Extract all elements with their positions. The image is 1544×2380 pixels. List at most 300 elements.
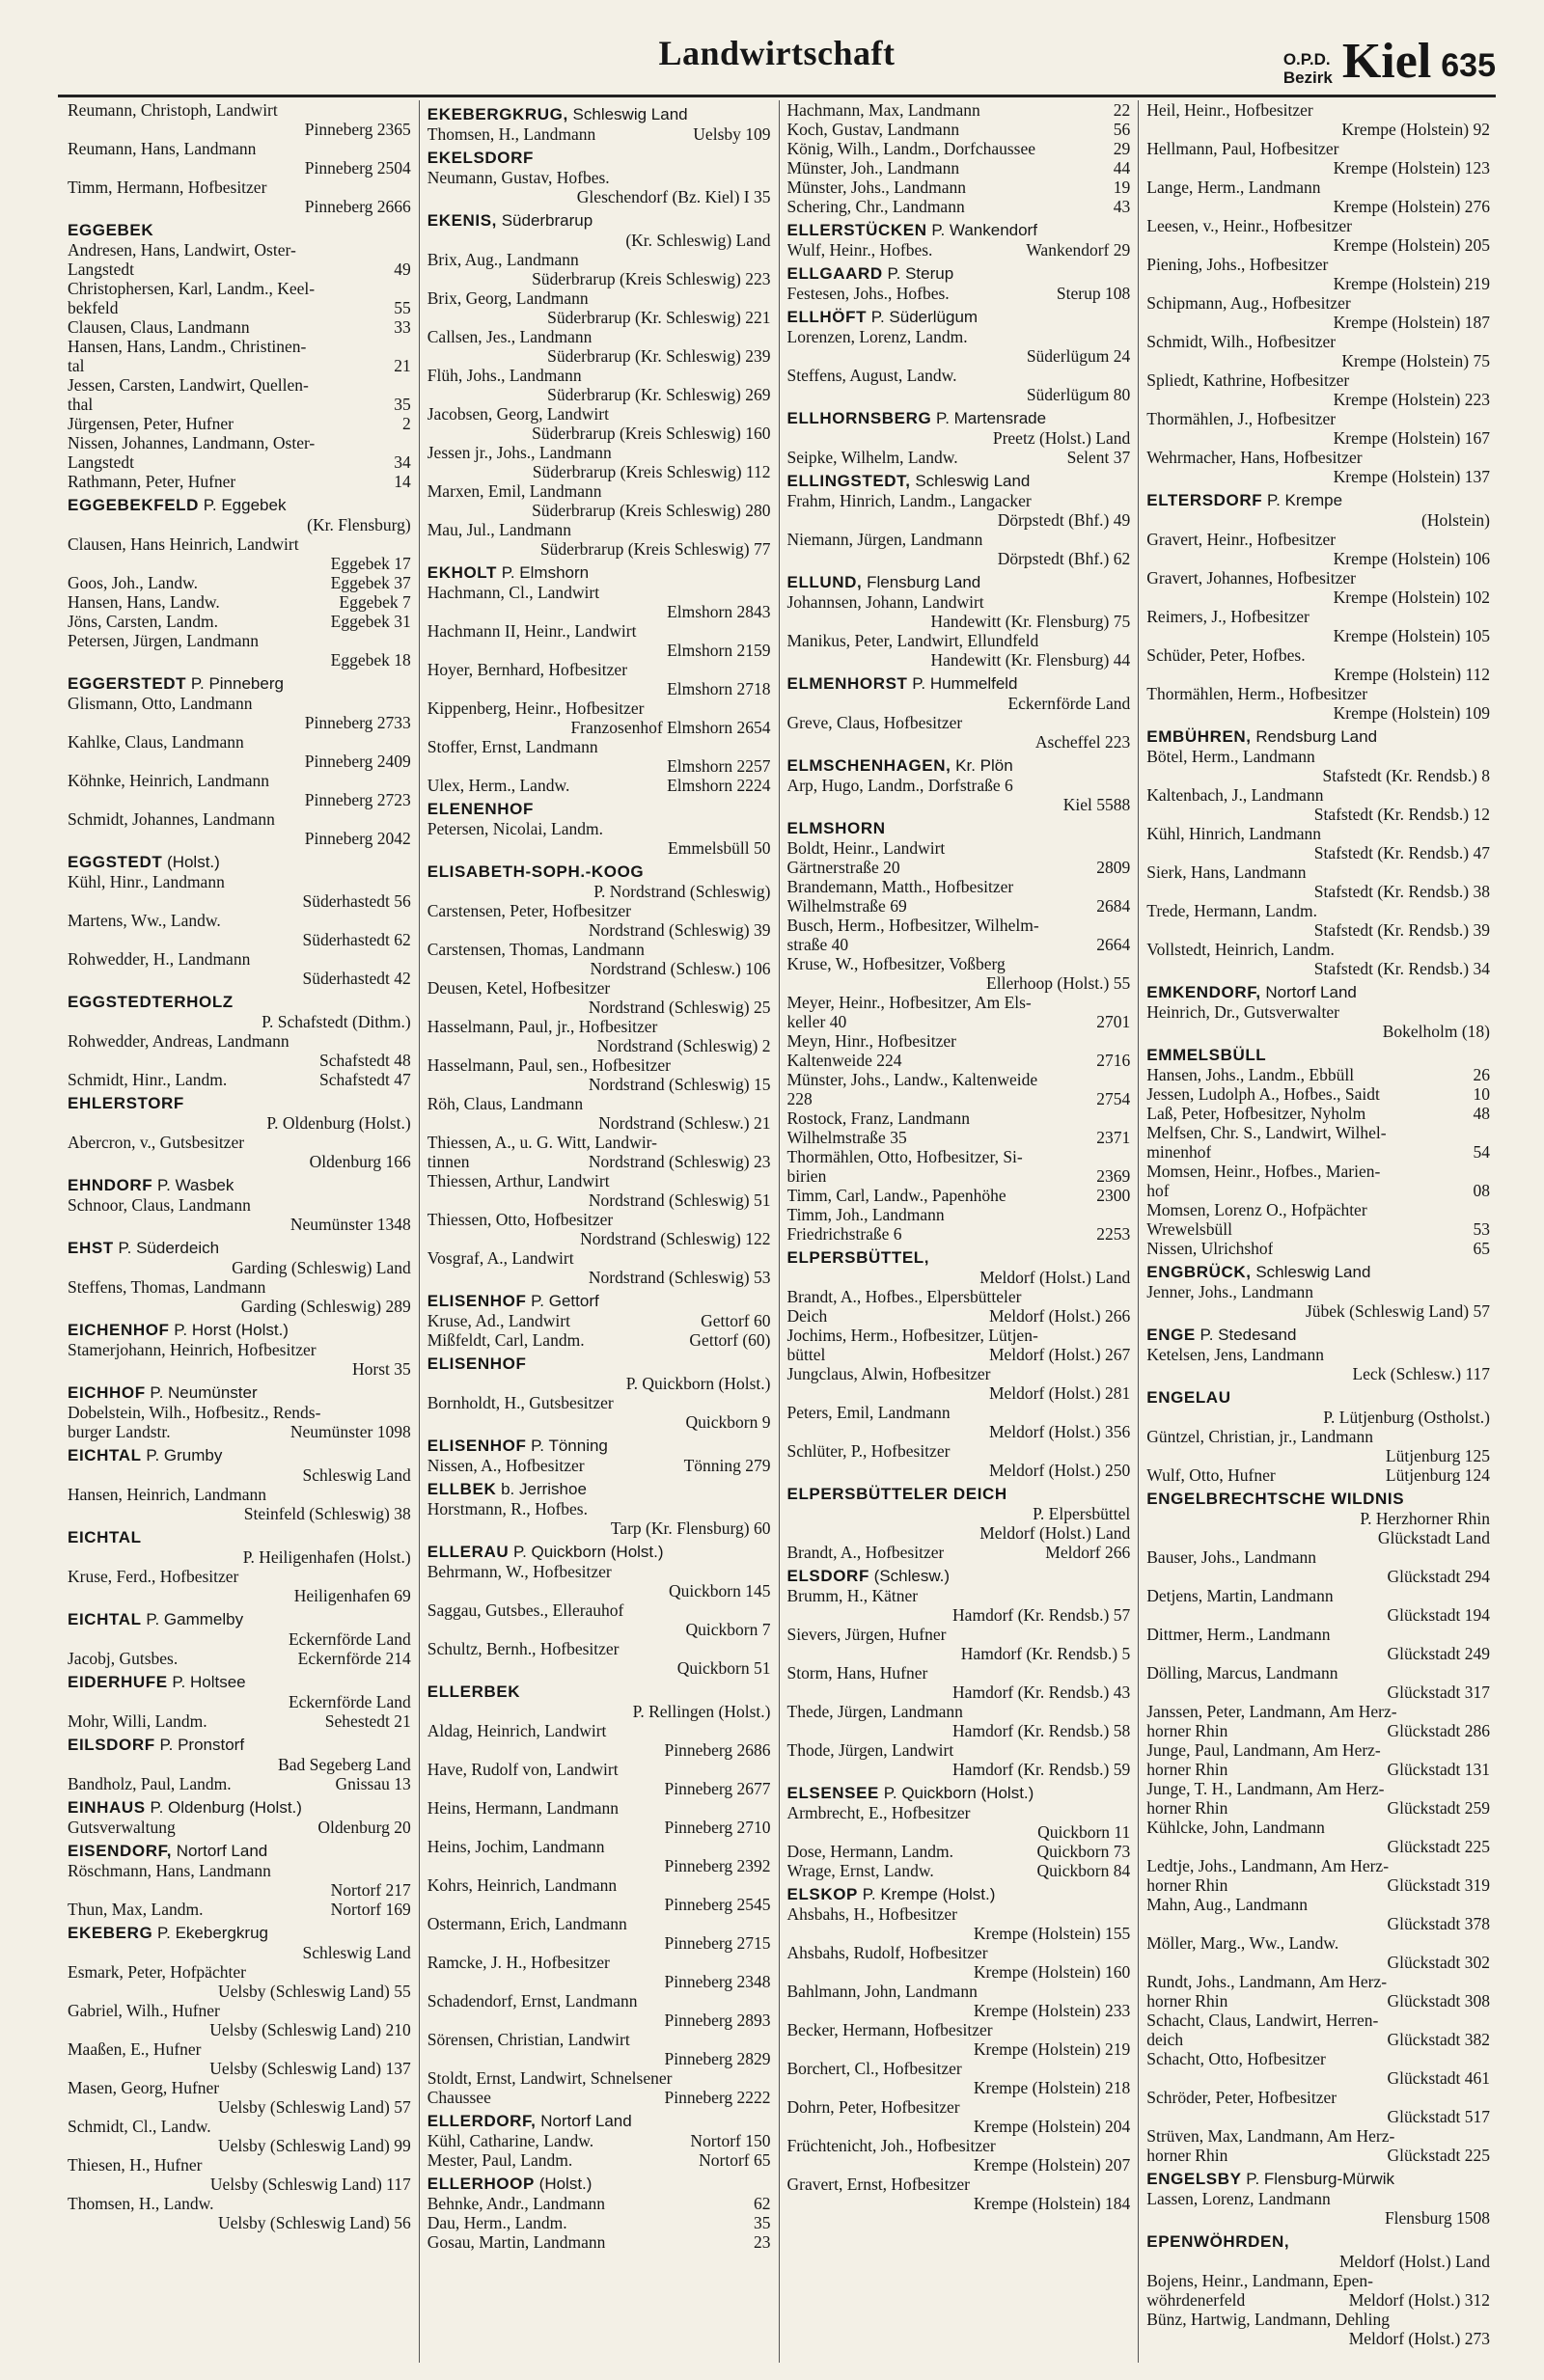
place-heading — [427, 1682, 771, 1702]
entry-location: Süderbrarup (Kr. Schleswig) 239 — [547, 346, 771, 366]
entry-name: Schmidt, Wilh., Hofbesitzer — [1146, 332, 1337, 351]
entry-name: Dohrn, Peter, Hofbesitzer — [786, 2097, 960, 2117]
entry-location: Horst 35 — [351, 1359, 411, 1379]
place-name: ELMSHORN — [786, 819, 886, 837]
place-post-info: P. Pinneberg — [186, 674, 284, 693]
directory-entry — [68, 1962, 411, 2001]
entry-name: Thomsen, H., Landmann — [427, 124, 596, 144]
directory-entry — [787, 530, 1131, 568]
entry-location: Handewitt (Kr. Flensburg) 75 — [930, 612, 1131, 631]
place-heading — [427, 1436, 771, 1456]
entry-name: Hansen, Johs., Landm., Ebbüll — [1146, 1065, 1355, 1084]
entry-line — [427, 776, 771, 795]
entry-name: Spliedt, Kathrine, Hofbesitzer — [1146, 370, 1350, 390]
directory-entry — [1146, 1282, 1490, 1321]
directory-entry — [787, 120, 1131, 139]
entry-location: Dörpstedt (Bhf.) 49 — [997, 510, 1131, 530]
directory-entry — [427, 2068, 771, 2107]
entry-line — [68, 1774, 411, 1793]
entry-name: Mester, Paul, Landm. — [427, 2150, 573, 2170]
place-heading — [787, 819, 1131, 838]
entry-name: Dose, Hermann, Landm. — [786, 1842, 954, 1861]
place-heading — [427, 2112, 771, 2131]
directory-entry — [68, 414, 411, 433]
place-post-info: P. Neumünster — [145, 1383, 258, 1402]
entry-name: Abercron, v., Gutsbesitzer — [68, 1133, 245, 1152]
entry-name: Schultz, Bernh., Hofbesitzer — [427, 1639, 620, 1658]
entry-location: Krempe (Holstein) 167 — [1333, 428, 1490, 448]
opd-line-2: Bezirk — [1282, 68, 1333, 87]
entry-name: Hachmann, Cl., Landwirt — [427, 583, 600, 602]
entry-name: Hellmann, Paul, Hofbesitzer — [1146, 139, 1339, 158]
page-header — [58, 29, 1496, 89]
entry-name: Bötel, Herm., Landmann — [1146, 747, 1315, 766]
directory-entry — [427, 1094, 771, 1133]
entry-name: Greve, Claus, Hofbesitzer — [786, 713, 963, 732]
entry-name: Schmidt, Cl., Landw. — [68, 2117, 211, 2136]
entry-phone: 2253 — [1096, 1224, 1131, 1244]
entry-line — [787, 1861, 1131, 1880]
entry-location: Pinneberg 2504 — [304, 158, 411, 178]
place-post-info: Schleswig Land — [567, 105, 688, 123]
entry-name: Röschmann, Hans, Landmann — [68, 1861, 271, 1880]
directory-entry — [68, 317, 411, 337]
entry-name: Brix, Georg, Landmann — [427, 288, 589, 308]
entry-name: Schacht, Otto, Hofbesitzer — [1146, 2049, 1326, 2068]
entry-name-cont: Langstedt — [68, 452, 135, 472]
place-heading — [787, 472, 1131, 491]
place-name: EGGERSTEDT — [68, 674, 187, 693]
place-post-info: Nortorf Land — [536, 2112, 632, 2130]
entry-location: Krempe (Holstein) 184 — [973, 2194, 1131, 2213]
entry-location: Meldorf (Holst.) Land — [979, 1523, 1131, 1543]
directory-entry — [787, 1441, 1131, 1480]
place-heading — [427, 1480, 771, 1499]
directory-entry — [787, 1108, 1131, 1147]
entry-phone: Eggebek 37 — [330, 573, 411, 592]
place-name: EGGSTEDTERHOLZ — [68, 993, 234, 1011]
entry-location: Nordstrand (Schleswig) 15 — [588, 1075, 771, 1094]
place-heading — [427, 862, 771, 882]
directory-entry — [787, 2059, 1131, 2097]
entry-location: Uelsby (Schleswig Land) 99 — [217, 2136, 411, 2155]
entry-phone: Meldorf (Holst.) 312 — [1348, 2290, 1490, 2310]
directory-entry — [787, 954, 1131, 993]
entry-location: Quickborn 51 — [676, 1658, 771, 1678]
directory-entry — [1146, 1779, 1490, 1818]
directory-entry — [68, 694, 411, 732]
entry-name: Jessen, Ludolph A., Hofbes., Saidt — [1146, 1084, 1380, 1104]
entry-phone: Nordstrand (Schleswig) 23 — [588, 1152, 771, 1171]
entry-location: Krempe (Holstein) 219 — [973, 2039, 1131, 2059]
directory-entry — [68, 732, 411, 771]
entry-name: Brandt, A., Hofbes., Elpersbütteler — [786, 1287, 1022, 1306]
entry-location: Krempe (Holstein) 123 — [1333, 158, 1490, 178]
directory-entry — [1146, 1856, 1490, 1895]
entry-line-2 — [68, 260, 411, 279]
directory-entry — [1146, 1528, 1490, 1547]
entry-phone: 2809 — [1096, 858, 1131, 877]
directory-entry — [427, 1953, 771, 1991]
entry-line-2 — [1146, 1798, 1490, 1818]
entry-name: Marxen, Emil, Landmann — [427, 481, 602, 501]
entry-location: Nortorf 217 — [330, 1880, 411, 1900]
entry-name: Christophersen, Karl, Landm., Keel- — [68, 279, 316, 298]
entry-name: Janssen, Peter, Landmann, Am Herz- — [1146, 1702, 1397, 1721]
directory-entry — [1146, 100, 1490, 139]
directory-entry — [1146, 1972, 1490, 2011]
directory-entry — [1146, 1740, 1490, 1779]
entry-phone: 21 — [394, 356, 411, 375]
place-heading — [787, 1567, 1131, 1586]
entry-line-2 — [787, 1345, 1131, 1364]
directory-entry — [787, 2136, 1131, 2175]
entry-phone: 10 — [1473, 1084, 1490, 1104]
place-name: ENGELSBY — [1146, 2170, 1242, 2188]
entry-line — [787, 178, 1131, 197]
entry-name: Esmark, Peter, Hofpächter — [68, 1962, 246, 1982]
directory-entry — [427, 1311, 771, 1330]
place-heading — [787, 1485, 1131, 1504]
entry-name: Koch, Gustav, Landmann — [786, 120, 960, 139]
directory-entry — [787, 993, 1131, 1031]
place-name: ELMSCHENHAGEN, — [786, 756, 951, 775]
place-heading — [68, 1924, 411, 1943]
directory-entry — [427, 1721, 771, 1760]
place-post-info: P. Gammelby — [141, 1610, 244, 1628]
entry-phone: 55 — [394, 298, 411, 317]
place-post-info: P. Oldenburg (Holst.) — [145, 1798, 302, 1817]
entry-name: Röh, Claus, Landmann — [427, 1094, 584, 1113]
opd-line-1: O.P.D. — [1282, 50, 1331, 68]
entry-line-2 — [787, 1166, 1131, 1186]
entry-name: Schlüter, P., Hofbesitzer — [786, 1441, 951, 1461]
place-name: EKHOLT — [427, 563, 497, 582]
place-post-info: P. Horst (Holst.) — [169, 1321, 289, 1339]
directory-entry — [68, 573, 411, 592]
entry-location: Glückstadt 294 — [1387, 1567, 1490, 1586]
place-region: Eckernförde Land — [288, 1629, 411, 1649]
entry-name: Schering, Chr., Landmann — [786, 197, 965, 216]
place-region: (Kr. Flensburg) — [307, 515, 411, 534]
place-heading — [1146, 491, 1490, 510]
directory-entry — [68, 2194, 411, 2232]
directory-entry — [427, 1837, 771, 1875]
entry-line-2 — [1146, 1181, 1490, 1200]
directory-entry — [787, 1186, 1131, 1205]
directory-entry — [1146, 645, 1490, 684]
directory-entry — [1146, 1547, 1490, 1586]
entry-location: Nordstrand (Schleswig) 39 — [588, 920, 771, 940]
entry-line-2 — [1146, 2030, 1490, 2049]
entry-name: Schnoor, Claus, Landmann — [68, 1195, 251, 1215]
entry-line — [787, 100, 1131, 120]
entry-name: Boldt, Heinr., Landwirt — [786, 838, 946, 858]
place-name: ELSENSEE — [786, 1784, 879, 1802]
entry-phone: Neumünster 1098 — [290, 1422, 411, 1441]
directory-entry — [427, 1171, 771, 1210]
entry-line — [68, 573, 411, 592]
entry-phone: 08 — [1473, 1181, 1490, 1200]
directory-entry — [68, 612, 411, 631]
directory-entry — [68, 534, 411, 573]
entry-name-cont: hof — [1146, 1181, 1170, 1200]
directory-entry — [787, 1904, 1131, 1943]
entry-line — [787, 1842, 1131, 1861]
entry-location: Quickborn 145 — [669, 1581, 771, 1600]
entry-name: Münster, Johs., Landw., Kaltenweide — [786, 1070, 1038, 1089]
directory-entry — [1146, 1084, 1490, 1104]
place-post-info: P. Elmshorn — [496, 563, 590, 582]
entry-name: Kühl, Hinrich, Landmann — [1146, 824, 1322, 843]
entry-name: Mohr, Willi, Landm. — [68, 1711, 207, 1731]
entry-phone: 2 — [402, 414, 411, 433]
entry-line — [787, 197, 1131, 216]
place-heading — [68, 1798, 411, 1818]
entry-location: Pinneberg 2723 — [304, 790, 411, 809]
entry-name: Clausen, Claus, Landmann — [68, 317, 250, 337]
entry-name: Schüder, Peter, Hofbes. — [1146, 645, 1306, 665]
entry-location: Quickborn 7 — [685, 1620, 771, 1639]
entry-location: Glückstadt 302 — [1387, 1953, 1490, 1972]
directory-entry — [68, 1031, 411, 1070]
entry-location: Glückstadt Land — [1377, 1528, 1490, 1547]
entry-line — [787, 1186, 1131, 1205]
place-heading — [427, 211, 771, 231]
place-post-info: P. Stedesand — [1195, 1326, 1297, 1344]
entry-name: Glismann, Otto, Landmann — [68, 694, 253, 713]
entry-name: Jungclaus, Alwin, Hofbesitzer — [786, 1364, 991, 1383]
entry-location: Süderbrarup (Kreis Schleswig) 112 — [532, 462, 771, 481]
entry-location: Eggebek 17 — [330, 554, 411, 573]
header-rule — [58, 95, 1496, 97]
directory-entry — [427, 404, 771, 443]
entry-phone: Meldorf 266 — [1045, 1543, 1131, 1562]
entry-line — [427, 2150, 771, 2170]
directory-entry — [787, 877, 1131, 916]
entry-line-2 — [787, 896, 1131, 916]
directory-entry — [427, 1875, 771, 1914]
entry-phone: Glückstadt 286 — [1387, 1721, 1490, 1740]
entry-location: Gleschendorf (Bz. Kiel) I 35 — [576, 187, 771, 206]
entry-line-2 — [68, 452, 411, 472]
entry-phone: Eckernförde 214 — [297, 1649, 411, 1668]
entry-location: Krempe (Holstein) 207 — [973, 2155, 1131, 2175]
directory-entry — [787, 1740, 1131, 1779]
entry-name: Dittmer, Herm., Landmann — [1146, 1625, 1331, 1644]
directory-entry — [1146, 2189, 1490, 2228]
entry-location: Pinneberg 2365 — [304, 120, 411, 139]
directory-entry — [787, 1326, 1131, 1364]
entry-name: Hachmann, Max, Landmann — [786, 100, 980, 120]
entry-location: Quickborn 11 — [1037, 1822, 1131, 1842]
entry-location: Pinneberg 2392 — [664, 1856, 771, 1875]
entry-name: Trede, Hermann, Landm. — [1146, 901, 1317, 920]
entry-name: Gravert, Heinr., Hofbesitzer — [1146, 530, 1337, 549]
place-post-info: Kr. Plön — [951, 756, 1013, 775]
place-heading — [787, 1248, 1131, 1268]
entry-line-2 — [787, 1224, 1131, 1244]
entry-phone: Eggebek 31 — [330, 612, 411, 631]
entry-name-cont: horner Rhin — [1146, 1875, 1228, 1895]
place-region: Eckernförde Land — [288, 1692, 411, 1711]
entry-line — [1146, 1239, 1490, 1258]
opd-label — [1283, 50, 1333, 87]
entry-phone: 54 — [1473, 1142, 1490, 1162]
directory-entry — [1146, 1239, 1490, 1258]
place-name: EKELSDORF — [427, 149, 534, 167]
entry-name-cont: tinnen — [427, 1152, 470, 1171]
directory-entry — [68, 2078, 411, 2117]
entry-location: Garding (Schleswig) 289 — [240, 1297, 411, 1316]
directory-entry — [427, 1017, 771, 1055]
entry-location: Nordstrand (Schleswig) 53 — [588, 1268, 771, 1287]
directory-entry — [1146, 824, 1490, 862]
entry-location: Glückstadt 225 — [1387, 1837, 1490, 1856]
entry-location: Ascheffel 223 — [1034, 732, 1131, 752]
entry-location: Nordstrand (Schleswig) 2 — [596, 1036, 771, 1055]
entry-line — [787, 448, 1131, 467]
directory-entry — [427, 776, 771, 795]
entry-location: Hamdorf (Kr. Rendsb.) 57 — [952, 1605, 1131, 1625]
entry-name: König, Wilh., Landm., Dorfchaussee — [786, 139, 1036, 158]
entry-line — [427, 1311, 771, 1330]
directory-entry — [68, 100, 411, 139]
entry-phone: Gettorf 60 — [701, 1311, 771, 1330]
entry-name: Vollstedt, Heinrich, Landm. — [1146, 940, 1335, 959]
entry-line-2 — [787, 1306, 1131, 1326]
entry-line — [68, 1649, 411, 1668]
entry-location: Pinneberg 2666 — [304, 197, 411, 216]
entry-name: Junge, Paul, Landmann, Am Herz- — [1146, 1740, 1381, 1760]
place-post-info: P. Süderlügum — [867, 308, 979, 326]
place-name: EMMELSBÜLL — [1146, 1046, 1267, 1064]
entry-phone: Glückstadt 225 — [1387, 2146, 1490, 2165]
entry-phone: Oldenburg 20 — [317, 1818, 411, 1837]
place-name: EICHHOF — [68, 1383, 146, 1402]
directory-entry — [787, 592, 1131, 631]
entry-location: Handewitt (Kr. Flensburg) 44 — [930, 650, 1131, 670]
directory-entry — [68, 1774, 411, 1793]
entry-line-2 — [1146, 1142, 1490, 1162]
entry-location: Süderlügum 80 — [1026, 385, 1131, 404]
entry-name: Ramcke, J. H., Hofbesitzer — [427, 1953, 610, 1972]
entry-location: Pinneberg 2686 — [664, 1740, 771, 1760]
entry-location: Stafstedt (Kr. Rendsb.) 39 — [1313, 920, 1490, 940]
entry-name: Horstmann, R., Hofbes. — [427, 1499, 588, 1518]
entry-location: Schafstedt 48 — [318, 1051, 411, 1070]
place-heading — [787, 1784, 1131, 1803]
entry-name: Gutsverwaltung — [68, 1818, 176, 1837]
directory-entry — [1146, 448, 1490, 486]
entry-location: Süderhastedt 62 — [302, 930, 411, 949]
entry-phone: Uelsby 109 — [693, 124, 771, 144]
place-region: P. Oldenburg (Holst.) — [266, 1113, 411, 1133]
entry-location: Süderbrarup (Kreis Schleswig) 223 — [532, 269, 771, 288]
directory-entry — [68, 1711, 411, 1731]
directory-entry — [787, 1803, 1131, 1842]
directory-entry — [787, 1982, 1131, 2020]
entry-location: Krempe (Holstein) 75 — [1341, 351, 1490, 370]
entry-name: Festesen, Johs., Hofbes. — [786, 284, 950, 303]
directory-entry — [427, 1133, 771, 1171]
entry-name: Bandholz, Paul, Landm. — [68, 1774, 232, 1793]
directory-entry — [427, 366, 771, 404]
entry-location: Quickborn 9 — [685, 1412, 771, 1432]
place-heading — [68, 853, 411, 872]
entry-name: Peters, Emil, Landmann — [786, 1403, 951, 1422]
entry-line-2 — [68, 1422, 411, 1441]
entry-name: Bornholdt, H., Gutsbesitzer — [427, 1393, 614, 1412]
entry-location: P. Rellingen (Holst.) — [632, 1702, 771, 1721]
directory-entry — [1146, 1065, 1490, 1084]
entry-name: Andresen, Hans, Landwirt, Oster- — [68, 240, 296, 260]
directory-entry — [1146, 1200, 1490, 1239]
entry-line-2 — [787, 858, 1131, 877]
entry-name: Kruse, Ferd., Hofbesitzer — [68, 1567, 239, 1586]
place-heading — [1146, 1326, 1490, 1345]
place-heading — [68, 221, 411, 240]
entry-name: Armbrecht, E., Hofbesitzer — [786, 1803, 971, 1822]
place-name: ELLERAU — [427, 1543, 510, 1561]
place-name: EILSDORF — [68, 1736, 155, 1754]
entry-name: Thiessen, A., u. G. Witt, Landwir- — [427, 1133, 657, 1152]
place-heading — [787, 221, 1131, 240]
entry-location: Hamdorf (Kr. Rendsb.) 5 — [960, 1644, 1131, 1663]
entry-line — [787, 240, 1131, 260]
directory-entry — [68, 1485, 411, 1523]
place-heading — [1146, 2232, 1490, 2252]
entry-name: Goos, Joh., Landw. — [68, 573, 198, 592]
entry-line-2 — [1146, 1219, 1490, 1239]
entry-name-cont: Kaltenweide 224 — [786, 1051, 902, 1070]
entry-name: Jacobj, Gutsbes. — [68, 1649, 179, 1668]
entry-name-cont: wöhrdenerfeld — [1146, 2290, 1246, 2310]
entry-phone: 2701 — [1096, 1012, 1131, 1031]
entry-line — [68, 1711, 411, 1731]
entry-phone: Glückstadt 259 — [1387, 1798, 1490, 1818]
entry-phone: Quickborn 73 — [1036, 1842, 1131, 1861]
place-name: ENGBRÜCK, — [1146, 1263, 1252, 1281]
entry-phone: 2300 — [1096, 1186, 1131, 1205]
entry-location: Pinneberg 2042 — [304, 829, 411, 848]
entry-location: Pinneberg 2348 — [664, 1972, 771, 1991]
directory-entry — [68, 1900, 411, 1919]
directory-entry — [68, 1403, 411, 1441]
entry-line-2 — [1146, 2146, 1490, 2165]
entry-name: Storm, Hans, Hufner — [786, 1663, 928, 1682]
directory-entry — [787, 1663, 1131, 1702]
entry-name: Leesen, v., Heinr., Hofbesitzer — [1146, 216, 1352, 235]
directory-entry — [787, 366, 1131, 404]
entry-phone: 2371 — [1096, 1128, 1131, 1147]
entry-phone: Glückstadt 308 — [1387, 1991, 1490, 2011]
entry-line-2 — [1146, 1760, 1490, 1779]
place-name: ELTERSDORF — [1146, 491, 1263, 509]
entry-phone: 62 — [754, 2194, 771, 2213]
directory-entry — [787, 158, 1131, 178]
place-heading — [427, 149, 771, 168]
entry-name: Brix, Aug., Landmann — [427, 250, 579, 269]
header-right — [1283, 29, 1496, 87]
directory-entry — [1146, 216, 1490, 255]
entry-phone: 23 — [754, 2232, 771, 2252]
entry-name: Thormählen, Otto, Hofbesitzer, Si- — [786, 1147, 1023, 1166]
entry-name: Sievers, Jürgen, Hufner — [786, 1625, 947, 1644]
entry-line-2 — [1146, 1875, 1490, 1895]
entry-phone: 56 — [1113, 120, 1131, 139]
entry-line — [427, 1330, 771, 1350]
